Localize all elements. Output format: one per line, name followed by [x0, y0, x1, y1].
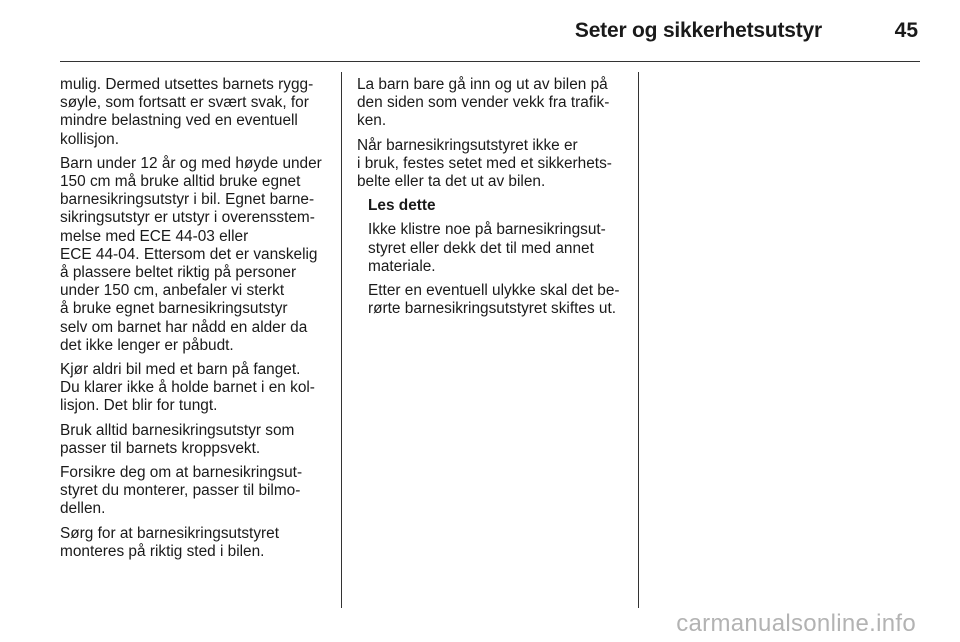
paragraph: Kjør aldri bil med et barn på fanget. Du klarer ikke å holde barnet i en kol- lisjon. Det blir for tungt. [60, 361, 315, 415]
column-divider-1 [341, 72, 342, 608]
section-title: Seter og sikkerhetsutstyr [574, 19, 822, 42]
paragraph: Barn under 12 år og med høyde under 150 cm må bruke alltid bruke egnet barnesikringsutstyr i bil. Egnet barne- sikringsutstyr er utstyr i overensstem- melse med ECE 44-03 eller ECE 44-04. Ettersom det er vanskelig å plassere beltet riktig på personer under 150 cm, anbefaler vi sterkt å bruke egnet barnesikringsutstyr selv om barnet har nådd en alder da det ikke lenger er påbudt. [60, 154, 322, 354]
watermark: carmanualsonline.info [676, 610, 916, 637]
page-number: 45 [894, 19, 918, 42]
column-divider-2 [638, 72, 639, 608]
paragraph: Sørg for at barnesikringsutstyret monteres på riktig sted i bilen. [60, 524, 279, 560]
note-body [368, 221, 625, 318]
page-header [60, 0, 920, 62]
note-heading: Les dette [368, 197, 436, 215]
paragraph: Etter en eventuell ulykke skal det be- rørte barnesikringsutstyret skiftes ut. [368, 282, 620, 318]
paragraph: Forsikre deg om at barnesikringsut- styret du monterer, passer til bilmo- dellen. [60, 464, 303, 518]
note-box [368, 197, 625, 318]
paragraph: mulig. Dermed utsettes barnets rygg- søyle, som fortsatt er svært svak, for mindre belastning ved en eventuell kollisjon. [60, 76, 314, 148]
paragraph: Bruk alltid barnesikringsutstyr som passer til barnets kroppsvekt. [60, 421, 295, 457]
paragraph: La barn bare gå inn og ut av bilen på den siden som vender vekk fra trafik- ken. [357, 76, 610, 130]
middle-column-body [357, 76, 625, 191]
left-column [60, 76, 328, 567]
paragraph: Når barnesikringsutstyret ikke er i bruk, festes setet med et sikkerhets- belte eller ta det ut av bilen. [357, 136, 612, 191]
header-rule [60, 61, 920, 62]
paragraph: Ikke klistre noe på barnesikringsut- styret eller dekk det til med annet materiale. [368, 221, 606, 275]
middle-column [357, 76, 625, 324]
